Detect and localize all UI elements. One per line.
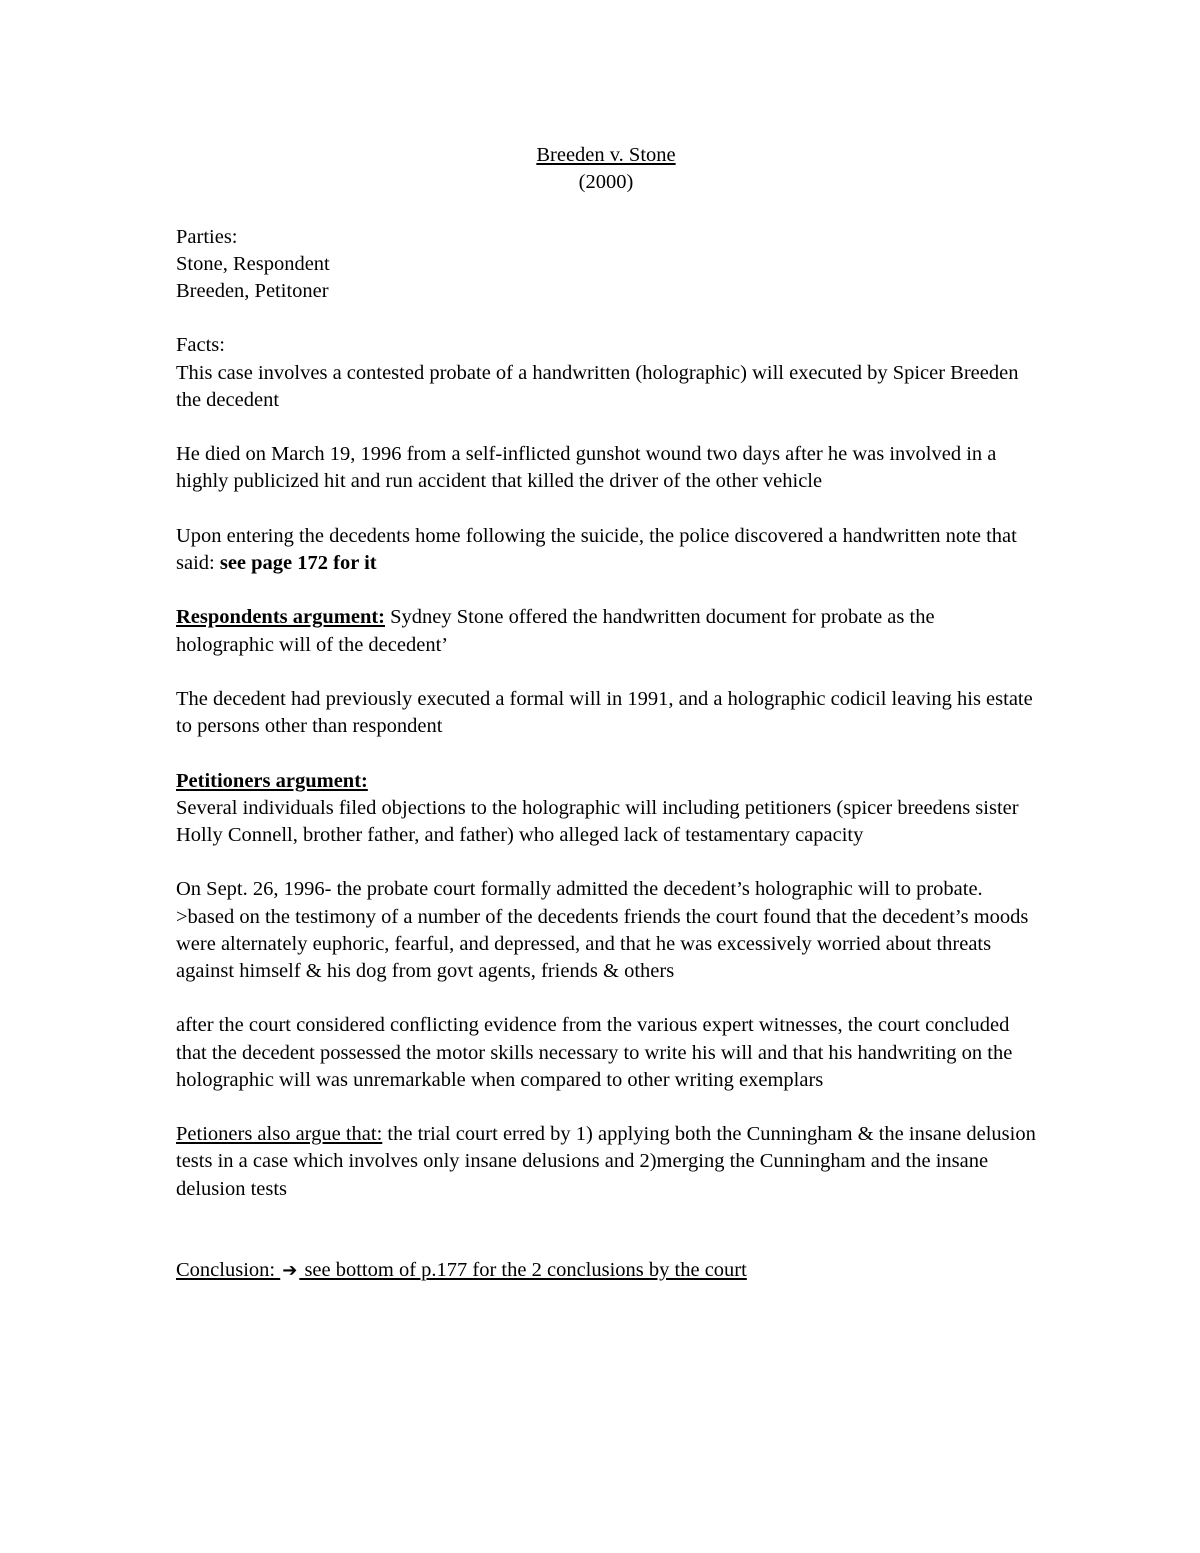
conclusion-text: see bottom of p.177 for the 2 conclusions by the court [299, 1259, 747, 1282]
page-reference-bold: see page 172 for it [219, 551, 377, 574]
petitioners-heading: Petitioners argument: [176, 769, 368, 792]
conclusion-label: Conclusion: [176, 1259, 281, 1282]
parties-petitioner: Breeden, Petitoner [176, 280, 329, 302]
respondents-argument: Respondents argument: Sydney Stone offered the handwritten document for probate as the holographic will of the decedent’ [176, 606, 935, 656]
case-year: (2000) [578, 171, 634, 194]
petitioners-also-argue: Petioners also argue that: the trial court erred by 1) applying both the Cunningham & the insane delusion tests in a case which involves only insane delusions and 2)merging the Cunningham and the insane delusion tests [176, 1123, 1036, 1200]
conclusion [176, 1257, 1036, 1284]
petitioners-paragraph-1: Several individuals filed objections to the holographic will including petitioners (spicer breedens sister Holly Connell, brother father, and father) who alleged lack of testamentary capacity [176, 796, 1019, 846]
petitioners-also-heading: Petioners also argue that: [176, 1123, 383, 1146]
facts-paragraph-1: This case involves a contested probate of a handwritten (holographic) will executed by Spicer Breeden the decedent [176, 361, 1019, 411]
arrow-right-icon: ➔ [282, 1260, 298, 1282]
document-page [176, 142, 1036, 1284]
facts-paragraph-2: He died on March 19, 1996 from a self-inflicted gunshot wound two days after he was involved in a highly publicized hit and run accident that killed the driver of the other vehicle [176, 443, 997, 493]
facts-paragraph-3: Upon entering the decedents home following the suicide, the police discovered a handwritten note that said: see page 172 for it [176, 524, 1017, 574]
facts-heading: Facts: [176, 334, 225, 357]
respondents-heading: Respondents argument: [176, 606, 385, 629]
petitioners-paragraph-3: >based on the testimony of a number of the decedents friends the court found that the decedent’s moods were alternately euphoric, fearful, and depressed, and that he was excessively worried about threats against himself & his dog from govt agents, friends & others [176, 905, 1029, 982]
respondents-paragraph-2: The decedent had previously executed a formal will in 1991, and a holographic codicil leaving his estate to persons other than respondent [176, 687, 1033, 738]
parties-heading: Parties: [176, 225, 238, 248]
petitioners-paragraph-4: after the court considered conflicting evidence from the various expert witnesses, the court concluded that the decedent possessed the motor skills necessary to write his will and that his handwriting on the holographic will was unremarkable when compared to other writing exemplars [176, 1014, 1013, 1091]
parties-respondent: Stone, Respondent [176, 252, 330, 275]
case-title: Breeden v. Stone [536, 144, 676, 166]
petitioners-paragraph-2: On Sept. 26, 1996- the probate court formally admitted the decedent’s holographic will to probate. [176, 878, 983, 901]
